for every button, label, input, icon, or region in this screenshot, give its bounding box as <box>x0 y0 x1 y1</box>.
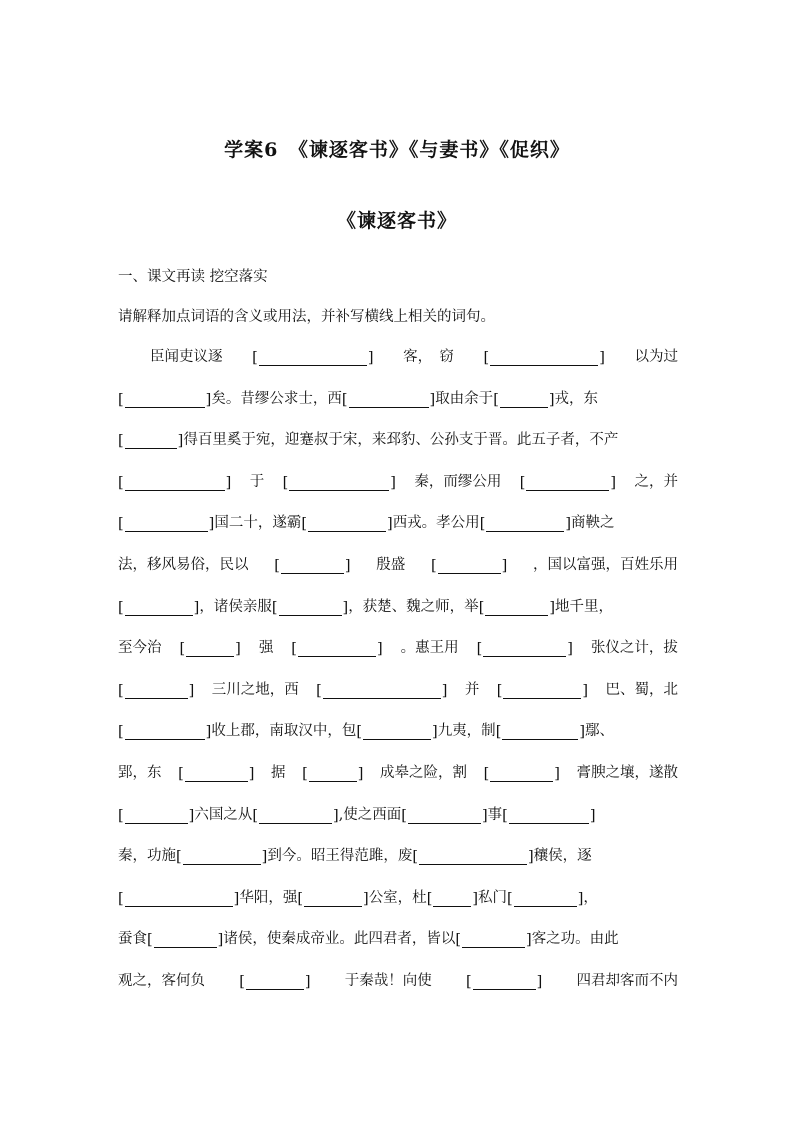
passage-text: 矣。昔缪公求士，西 <box>211 390 342 407</box>
fill-blank[interactable] <box>176 849 267 865</box>
blank-underline <box>308 516 386 532</box>
passage-line <box>118 719 678 740</box>
blank-underline <box>125 683 188 699</box>
blank-open-bracket: [ <box>297 890 304 907</box>
passage-line <box>118 595 678 616</box>
blank-open-bracket: [ <box>118 682 124 699</box>
fill-blank[interactable] <box>118 600 199 616</box>
fill-blank[interactable] <box>274 558 350 574</box>
passage-line <box>118 803 678 824</box>
fill-blank[interactable] <box>502 808 595 824</box>
blank-open-bracket: [ <box>356 724 363 741</box>
fill-blank[interactable] <box>477 641 573 657</box>
blank-close-bracket: ] <box>233 890 240 907</box>
blank-close-bracket: ] <box>390 474 396 491</box>
blank-open-bracket: [ <box>252 807 259 824</box>
passage-text: 取由余于 <box>435 390 494 407</box>
passage-text: 鄢、 <box>585 723 615 740</box>
passage-text: ,使之西面 <box>338 806 402 823</box>
article-title: 《谏逐客书》 <box>336 210 457 232</box>
passage-text: 法，移风易俗，民以 <box>118 557 249 573</box>
passage-text: 膏腴之壤，遂散 <box>576 765 678 781</box>
fill-blank[interactable] <box>342 392 435 408</box>
blank-close-bracket: ] <box>528 849 534 866</box>
blank-open-bracket: [ <box>401 807 407 824</box>
passage-text: 华阳，强 <box>239 889 298 906</box>
passage-line <box>118 927 678 948</box>
blank-close-bracket: ] <box>501 558 508 574</box>
blank-open-bracket: [ <box>483 766 490 782</box>
fill-blank[interactable] <box>283 475 396 491</box>
fill-blank[interactable] <box>493 392 554 408</box>
passage-text: 成皋之险，割 <box>380 765 467 781</box>
blank-underline <box>408 808 481 824</box>
blank-underline <box>526 475 609 491</box>
blank-underline <box>462 932 525 948</box>
blank-close-bracket: ] <box>363 890 369 907</box>
passage-text: ， <box>583 889 598 906</box>
blank-underline <box>509 808 589 824</box>
passage-text: 公室，杜 <box>368 889 427 906</box>
blank-close-bracket: ] <box>205 724 212 741</box>
passage-text: 郢，东 <box>118 765 162 781</box>
passage-text: 强 <box>258 640 274 657</box>
blank-open-bracket: [ <box>118 391 124 408</box>
passage-line <box>118 761 678 782</box>
blank-close-bracket: ] <box>548 391 555 408</box>
blank-open-bracket: [ <box>495 724 502 741</box>
passage-text: 并 <box>464 681 480 698</box>
passage-text: 据 <box>271 765 286 781</box>
blank-open-bracket: [ <box>476 641 483 658</box>
passage-text: 于 <box>249 473 265 490</box>
blank-underline <box>125 600 193 616</box>
passage-text: 巴、蜀，北 <box>605 681 678 698</box>
passage-line <box>118 511 678 532</box>
blank-underline <box>125 475 225 491</box>
passage-text: 观之，客何负 <box>118 973 205 989</box>
blank-open-bracket: [ <box>301 516 308 533</box>
blank-close-bracket: ] <box>344 558 351 574</box>
blank-open-bracket: [ <box>502 807 508 824</box>
blank-underline <box>502 724 578 740</box>
passage-text: 六国之从 <box>194 806 253 823</box>
passage-line <box>118 844 678 865</box>
passage-text: 到今。昭王得范雎，废 <box>267 848 413 865</box>
blank-underline <box>298 641 376 657</box>
blank-open-bracket: [ <box>179 641 186 658</box>
fill-blank[interactable] <box>252 350 373 366</box>
passage-text: 私门 <box>478 889 508 906</box>
blank-open-bracket: [ <box>493 391 499 408</box>
blank-close-bracket: ] <box>367 350 374 366</box>
blank-open-bracket: [ <box>519 474 526 491</box>
fill-blank[interactable] <box>466 974 542 990</box>
fill-blank[interactable] <box>291 641 382 657</box>
fill-blank[interactable] <box>455 932 531 948</box>
blank-open-bracket: [ <box>483 350 490 366</box>
blank-underline <box>281 558 344 574</box>
blank-underline <box>433 891 471 907</box>
fill-blank[interactable] <box>118 392 211 408</box>
fill-blank[interactable] <box>484 766 560 782</box>
fill-blank[interactable] <box>496 724 585 740</box>
blank-open-bracket: [ <box>147 932 153 949</box>
blank-close-bracket: ] <box>357 766 364 782</box>
fill-blank[interactable] <box>239 974 310 990</box>
passage-text: 四君却客而不内 <box>576 973 678 989</box>
blank-underline <box>438 558 501 574</box>
passage-text: 蚕食 <box>118 931 147 948</box>
instruction-text: 请解释加点词语的含义或用法，并补写横线上相关的词句。 <box>118 309 495 325</box>
blank-close-bracket: ] <box>333 807 339 824</box>
blank-close-bracket: ] <box>610 474 617 491</box>
fill-blank[interactable] <box>118 724 211 740</box>
blank-underline <box>289 475 389 491</box>
blank-underline <box>490 350 598 366</box>
fill-blank[interactable] <box>302 766 363 782</box>
fill-blank[interactable] <box>118 475 231 491</box>
blank-open-bracket: [ <box>118 807 124 824</box>
blank-close-bracket: ] <box>376 641 383 658</box>
blank-underline <box>304 891 362 907</box>
passage-text: 国二十，遂霸 <box>214 515 302 532</box>
passage-text: 至今治 <box>118 640 162 657</box>
passage-text: 事 <box>487 806 503 823</box>
blank-open-bracket: [ <box>282 474 289 491</box>
blank-close-bracket: ] <box>342 599 349 616</box>
blank-close-bracket: ] <box>554 766 560 782</box>
fill-blank[interactable] <box>118 891 239 907</box>
blank-close-bracket: ] <box>261 849 268 866</box>
passage-text: 张仪之计，拔 <box>590 640 678 657</box>
blank-open-bracket: [ <box>178 766 184 782</box>
passage-text: 客之功。由此 <box>531 931 619 948</box>
blank-underline <box>125 724 205 740</box>
passage-text: 收上郡，南取汉中，包 <box>211 723 357 740</box>
blank-close-bracket: ] <box>387 516 393 533</box>
fill-blank[interactable] <box>507 891 583 907</box>
fill-blank[interactable] <box>316 683 447 699</box>
passage-text: 以为过 <box>634 349 678 365</box>
fill-blank[interactable] <box>497 683 588 699</box>
passage-line <box>118 636 678 657</box>
blank-close-bracket: ] <box>589 807 596 824</box>
blank-open-bracket: [ <box>274 558 280 574</box>
blank-open-bracket: [ <box>455 932 462 949</box>
fill-blank[interactable] <box>297 891 368 907</box>
passage-text: 客， 窃 <box>403 349 454 365</box>
blank-open-bracket: [ <box>252 350 258 366</box>
blank-open-bracket: [ <box>507 890 513 907</box>
passage-line <box>118 428 678 449</box>
blank-open-bracket: [ <box>478 599 485 616</box>
passage-text: 三川之地，西 <box>211 681 299 698</box>
passage-text: 臣闻吏议逐 <box>150 349 223 365</box>
blank-close-bracket: ] <box>188 682 195 699</box>
blank-underline <box>186 641 234 657</box>
fill-blank[interactable] <box>412 849 533 865</box>
blank-underline <box>483 641 566 657</box>
blank-close-bracket: ] <box>536 974 543 990</box>
blank-underline <box>490 766 553 782</box>
fill-blank[interactable] <box>118 808 194 824</box>
blank-underline <box>419 849 527 865</box>
passage-line <box>118 678 678 699</box>
blank-underline <box>183 849 261 865</box>
fill-blank[interactable] <box>178 766 254 782</box>
passage-text: 戎，东 <box>554 390 599 407</box>
blank-underline <box>485 600 548 616</box>
blank-underline <box>154 932 217 948</box>
blank-underline <box>246 974 304 990</box>
blank-open-bracket: [ <box>316 682 322 699</box>
passage-text: 地千里， <box>555 598 614 615</box>
blank-close-bracket: ] <box>248 766 255 782</box>
passage-text: 商鞅之 <box>571 515 615 532</box>
blank-close-bracket: ] <box>567 641 573 658</box>
passage-line <box>118 387 678 408</box>
blank-close-bracket: ] <box>579 724 586 741</box>
blank-underline <box>125 891 233 907</box>
blank-underline <box>259 350 367 366</box>
passage-text: ，获楚、魏之师，举 <box>348 598 479 615</box>
blank-open-bracket: [ <box>412 849 419 866</box>
blank-close-bracket: ] <box>225 474 232 491</box>
blank-close-bracket: ] <box>481 807 488 824</box>
passage-line <box>118 886 678 907</box>
blank-open-bracket: [ <box>465 974 472 990</box>
fill-blank[interactable] <box>118 433 183 449</box>
blank-underline <box>185 766 248 782</box>
blank-close-bracket: ] <box>472 890 479 907</box>
blank-open-bracket: [ <box>176 849 182 866</box>
blank-underline <box>279 600 342 616</box>
passage-text: 秦，功施 <box>118 848 176 865</box>
fill-blank[interactable] <box>484 350 605 366</box>
blank-underline <box>125 808 188 824</box>
fill-blank[interactable] <box>272 600 348 616</box>
blank-close-bracket: ] <box>205 391 212 408</box>
blank-open-bracket: [ <box>118 599 124 616</box>
blank-close-bracket: ] <box>526 932 532 949</box>
fill-blank[interactable] <box>179 641 240 657</box>
blank-open-bracket: [ <box>302 766 308 782</box>
passage-text: ，国以富强，百姓乐用 <box>533 557 678 573</box>
blank-open-bracket: [ <box>271 599 278 616</box>
blank-close-bracket: ] <box>235 641 241 658</box>
blank-underline <box>349 392 429 408</box>
blank-open-bracket: [ <box>118 516 124 533</box>
passage-text: 。惠王用 <box>400 640 459 657</box>
blank-close-bracket: ] <box>177 433 184 450</box>
blank-close-bracket: ] <box>217 932 224 949</box>
passage-text: 穰侯，逐 <box>533 848 592 865</box>
blank-underline <box>363 724 431 740</box>
fill-blank[interactable] <box>520 475 616 491</box>
blank-open-bracket: [ <box>239 974 245 990</box>
blank-open-bracket: [ <box>341 391 348 408</box>
blank-open-bracket: [ <box>118 724 124 741</box>
blank-open-bracket: [ <box>118 474 124 491</box>
section-heading: 一、课文再读 挖空落实 <box>118 269 268 285</box>
passage-text: 之，并 <box>634 473 678 490</box>
blank-close-bracket: ] <box>188 807 195 824</box>
blank-close-bracket: ] <box>582 682 589 699</box>
blank-close-bracket: ] <box>441 682 448 699</box>
fill-blank[interactable] <box>118 683 194 699</box>
blank-underline <box>125 516 208 532</box>
blank-close-bracket: ] <box>193 599 200 616</box>
passage-text: 于秦哉！向使 <box>344 973 432 989</box>
blank-close-bracket: ] <box>577 890 584 907</box>
passage-text: 秦，而缪公用 <box>414 473 502 490</box>
passage-text: 诸侯，使秦成帝业。此四君者，皆以 <box>223 931 456 948</box>
fill-blank[interactable] <box>118 516 214 532</box>
passage-text: 九夷，制 <box>437 723 496 740</box>
blank-open-bracket: [ <box>118 433 124 450</box>
fill-blank[interactable] <box>401 808 487 824</box>
blank-underline <box>486 516 564 532</box>
blank-close-bracket: ] <box>599 350 605 366</box>
fill-blank[interactable] <box>480 516 571 532</box>
passage-line <box>150 345 678 366</box>
blank-close-bracket: ] <box>208 516 215 533</box>
fill-blank[interactable] <box>147 932 223 948</box>
blank-open-bracket: [ <box>496 682 503 699</box>
blank-open-bracket: [ <box>426 890 433 907</box>
blank-open-bracket: [ <box>118 890 124 907</box>
blank-underline <box>500 392 548 408</box>
blank-underline <box>125 392 205 408</box>
page-title: 学案6 《谏逐客书》《与妻书》《促织》 <box>224 139 570 161</box>
blank-underline <box>503 683 581 699</box>
blank-open-bracket: [ <box>291 641 297 658</box>
blank-open-bracket: [ <box>479 516 486 533</box>
passage-line <box>118 553 678 574</box>
blank-underline <box>514 891 577 907</box>
blank-close-bracket: ] <box>565 516 572 533</box>
passage-text: 殷盛 <box>376 557 406 573</box>
fill-blank[interactable] <box>252 808 338 824</box>
fill-blank[interactable] <box>431 558 507 574</box>
blank-close-bracket: ] <box>549 599 556 616</box>
passage-line <box>118 470 678 491</box>
blank-underline <box>309 766 357 782</box>
blank-underline <box>323 683 441 699</box>
blank-underline <box>125 433 177 449</box>
fill-blank[interactable] <box>301 516 392 532</box>
fill-blank[interactable] <box>479 600 555 616</box>
blank-open-bracket: [ <box>430 558 437 574</box>
blank-underline <box>259 808 332 824</box>
blank-close-bracket: ] <box>432 724 438 741</box>
passage-text: 西戎。孝公用 <box>392 515 480 532</box>
passage-text: ，诸侯亲服 <box>199 598 272 615</box>
passage-line <box>118 969 678 990</box>
blank-close-bracket: ] <box>304 974 311 990</box>
fill-blank[interactable] <box>356 724 437 740</box>
blank-underline <box>473 974 536 990</box>
fill-blank[interactable] <box>427 891 478 907</box>
passage-text: 得百里奚于宛，迎蹇叔于宋，来邳豹、公孙支于晋。此五子者，不产 <box>183 432 619 449</box>
blank-close-bracket: ] <box>429 391 436 408</box>
